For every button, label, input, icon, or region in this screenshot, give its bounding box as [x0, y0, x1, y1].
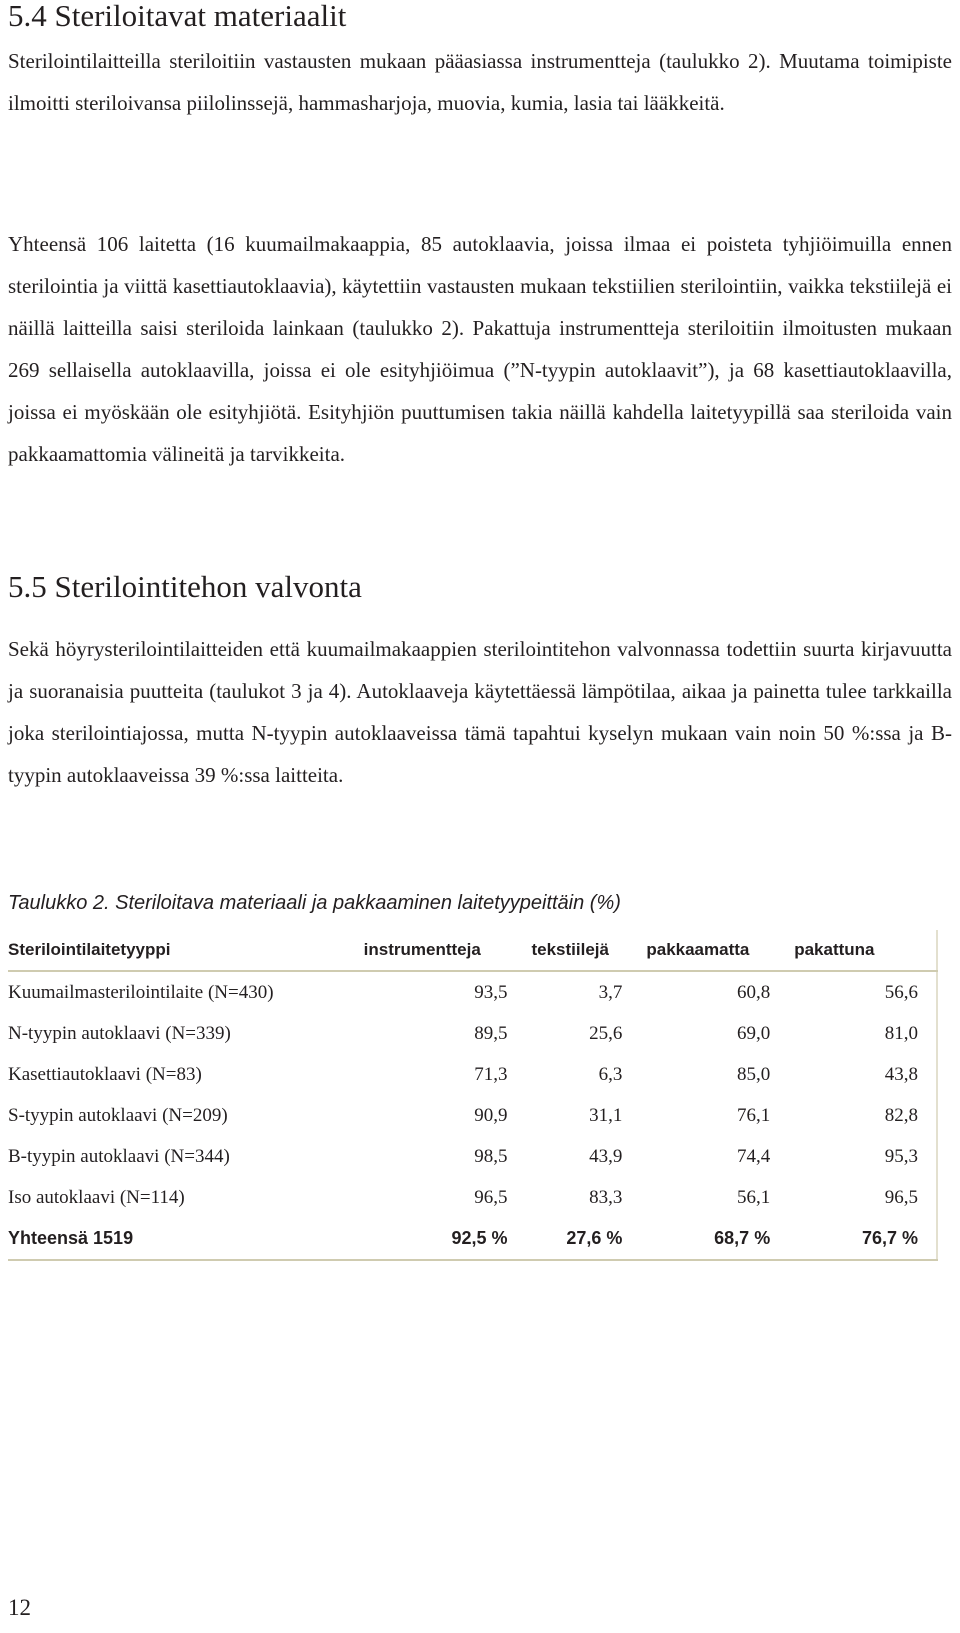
table-row: [8, 971, 937, 1013]
body-paragraph: Sterilointilaitteilla steriloitiin vastausten mukaan pääasiassa instrumentteja (taulukko 2). Muutama toimipiste ilmoitti steriloivansa piilolinssejä, hammasharjoja, muovia, kumia, lasia tai lääkkeitä.: [8, 49, 952, 115]
total-cell: 76,7 %: [790, 1218, 937, 1260]
table-cell: 43,9: [589, 1145, 623, 1167]
table-cell: 6,3: [598, 1063, 623, 1085]
table-cell: 69,0: [736, 1022, 771, 1044]
total-cell: 27,6 %: [527, 1218, 642, 1260]
table-cell: 89,5: [474, 1022, 508, 1044]
table-cell: 85,0: [736, 1063, 771, 1085]
table-row: [8, 1095, 937, 1136]
page-number: 12: [8, 1595, 31, 1620]
total-label: Yhteensä 1519: [8, 1218, 360, 1260]
table-cell: 93,5: [474, 981, 508, 1003]
table-cell: 83,3: [589, 1186, 623, 1208]
table-total-row: [8, 1218, 937, 1260]
table-row: [8, 1013, 937, 1054]
column-header: pakattuna: [790, 930, 937, 971]
table-cell: 56,1: [736, 1186, 771, 1208]
table-cell: 98,5: [474, 1145, 508, 1167]
data-table: [8, 930, 938, 1261]
row-label: S-tyypin autoklaavi (N=209): [8, 1104, 228, 1126]
table-row: [8, 1136, 937, 1177]
section-heading: 5.4 Steriloitavat materiaalit: [8, 0, 347, 33]
table-cell: 56,6: [790, 971, 937, 1013]
column-header: tekstiilejä: [527, 930, 642, 971]
table-header-row: [8, 930, 937, 971]
column-header: pakkaamatta: [642, 930, 790, 971]
table-row: [8, 1054, 937, 1095]
table-cell: 71,3: [474, 1063, 508, 1085]
table-cell: 96,5: [474, 1186, 508, 1208]
table-cell: 81,0: [790, 1013, 937, 1054]
table-cell: 3,7: [598, 981, 623, 1003]
column-header: Sterilointilaitetyyppi: [8, 930, 360, 971]
table-cell: 31,1: [589, 1104, 623, 1126]
total-cell: 68,7 %: [642, 1218, 790, 1260]
table-cell: 76,1: [736, 1104, 771, 1126]
table-cell: 25,6: [589, 1022, 623, 1044]
row-label: N-tyypin autoklaavi (N=339): [8, 1022, 231, 1044]
total-cell: 92,5 %: [360, 1218, 528, 1260]
table-row: [8, 1177, 937, 1218]
body-paragraph: Sekä höyrysterilointilaitteiden että kuumailmakaappien sterilointitehon valvonnassa todettiin suurta kirjavuutta ja suoranaisia puutteita (taulukot 3 ja 4). Autoklaaveja käytettäessä lämpötilaa, aikaa ja painetta tulee tarkkailla joka sterilointiajossa, mutta N-tyypin autoklaaveissa tämä tapahtui kyselyn mukaan vain noin 50 %:ssa ja B-tyypin autoklaaveissa 39 %:ssa laitteita.: [8, 637, 952, 787]
section-heading: 5.5 Sterilointitehon valvonta: [8, 569, 362, 604]
column-header: instrumentteja: [360, 930, 528, 971]
table-cell: 60,8: [736, 981, 771, 1003]
table-cell: 90,9: [474, 1104, 508, 1126]
table-cell: 74,4: [736, 1145, 771, 1167]
table-cell: 96,5: [790, 1177, 937, 1218]
table-caption: Taulukko 2. Steriloitava materiaali ja pakkaaminen laitetyypeittäin (%): [8, 892, 621, 914]
row-label: Kuumailmasterilointilaite (N=430): [8, 981, 274, 1003]
table-cell: 95,3: [790, 1136, 937, 1177]
row-label: Kasettiautoklaavi (N=83): [8, 1063, 202, 1085]
table-cell: 43,8: [790, 1054, 937, 1095]
row-label: Iso autoklaavi (N=114): [8, 1186, 185, 1208]
table-cell: 82,8: [790, 1095, 937, 1136]
body-paragraph: Yhteensä 106 laitetta (16 kuumailmakaappia, 85 autoklaavia, joissa ilmaa ei poisteta tyhjiöimuilla ennen sterilointia ja viittä kasettiautoklaavia), käytettiin vastausten mukaan tekstiilien sterilointiin, vaikka tekstiilejä ei näillä laitteilla saisi steriloida lainkaan (taulukko 2). Pakattuja instrumentteja steriloitiin ilmoitusten mukaan 269 sellaisella autoklaavilla, joissa ei ole esityhjiöimua (”N-tyypin autoklaavit”), ja 68 kasettiautoklaavilla, joissa ei myöskään ole esityhjiötä. Esityhjiön puuttumisen takia näillä kahdella laitetyypillä saa steriloida vain pakkaamattomia välineitä ja tarvikkeita.: [8, 232, 952, 466]
row-label: B-tyypin autoklaavi (N=344): [8, 1145, 230, 1167]
